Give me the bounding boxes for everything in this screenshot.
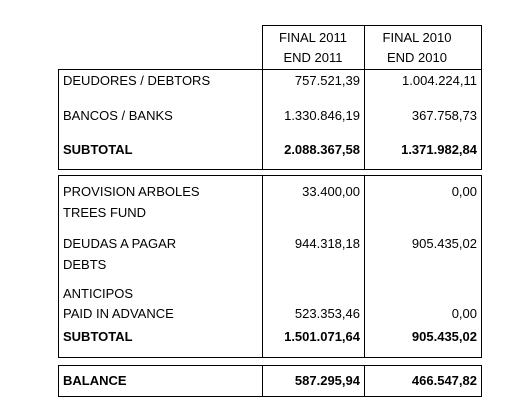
row-label-debts-line2: DEBTS: [63, 257, 107, 272]
table-left-border: [58, 365, 59, 397]
debts-value-2011: 944.318,18: [294, 236, 360, 251]
debts-value-2010: 905.435,02: [411, 236, 477, 251]
column-header-2010-line1: FINAL 2010: [382, 30, 452, 45]
subtotal-assets-value-2010: 1.371.982,84: [401, 142, 477, 157]
row-label-subtotal-liabilities: SUBTOTAL: [63, 329, 133, 344]
subtotal-liabilities-value-2011: 1.501.071,64: [284, 329, 360, 344]
advance-value-2011: 523.353,46: [294, 306, 360, 321]
row-label-balance: BALANCE: [63, 373, 127, 388]
table-bottom-border: [58, 396, 482, 397]
banks-value-2010: 367.758,73: [411, 108, 477, 123]
table-left-border: [58, 70, 59, 170]
column-header-2011-line2: END 2011: [283, 50, 343, 65]
trees-fund-value-2011: 33.400,00: [302, 184, 360, 199]
column-divider-middle: [364, 25, 365, 170]
row-label-trees-fund-line2: TREES FUND: [63, 205, 147, 220]
section-divider: [58, 365, 482, 366]
banks-value-2011: 1.330.846,19: [284, 108, 360, 123]
table-right-border: [481, 175, 482, 358]
header-top-border: [262, 25, 482, 26]
row-label-trees-fund-line1: PROVISION ARBOLES: [63, 184, 200, 199]
subtotal-assets-value-2011: 2.088.367,58: [284, 142, 360, 157]
debtors-value-2011: 757.521,39: [294, 73, 360, 88]
row-label-subtotal-assets: SUBTOTAL: [63, 142, 133, 157]
balance-value-2011: 587.295,94: [294, 373, 360, 388]
table-left-border: [58, 175, 59, 358]
section-divider: [58, 357, 482, 358]
balance-value-2010: 466.547,82: [411, 373, 477, 388]
row-label-banks: BANCOS / BANKS: [63, 108, 173, 123]
row-label-debts-line1: DEUDAS A PAGAR: [63, 236, 177, 251]
table-right-border: [481, 365, 482, 397]
section-divider: [58, 175, 482, 176]
column-header-2011-line1: FINAL 2011: [279, 30, 347, 45]
column-divider-middle: [364, 365, 365, 397]
header-bottom-border: [58, 69, 482, 70]
trees-fund-value-2010: 0,00: [451, 184, 477, 199]
subtotal-liabilities-value-2010: 905.435,02: [411, 329, 477, 344]
debtors-value-2010: 1.004.224,11: [402, 73, 477, 88]
row-label-advance-line2: PAID IN ADVANCE: [63, 306, 174, 321]
column-divider-middle: [364, 175, 365, 358]
advance-value-2010: 0,00: [451, 306, 477, 321]
section-divider: [58, 169, 482, 170]
column-divider-left: [262, 365, 263, 397]
column-header-2010-line2: END 2010: [387, 50, 447, 65]
column-divider-left: [262, 175, 263, 358]
table-right-border: [481, 25, 482, 170]
row-label-debtors: DEUDORES / DEBTORS: [63, 73, 211, 88]
row-label-advance-line1: ANTICIPOS: [63, 286, 134, 301]
